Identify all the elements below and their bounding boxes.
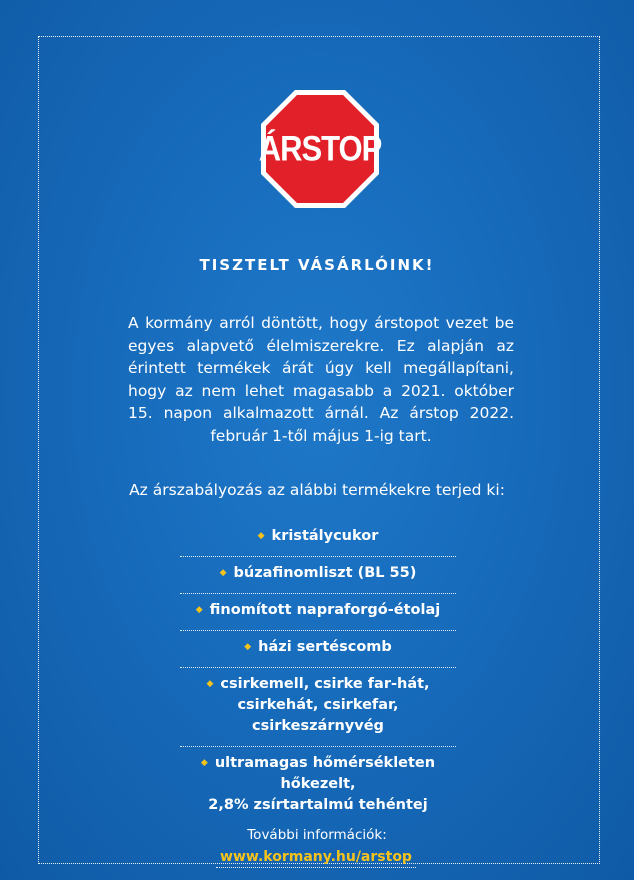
product-line [180,753,456,795]
more-info-link[interactable]: www.kormany.hu/arstop [216,849,416,868]
product-line [180,674,456,695]
product-item [180,557,456,594]
product-label: csirkemell, csirke far-hát, [220,676,430,692]
product-label: csirkehát, csirkefar, csirkeszárnyvég [237,697,399,734]
diamond-bullet-icon: ◆ [195,605,203,615]
product-item [180,631,456,668]
product-label: 2,8% zsírtartalmú tehéntej [208,797,428,813]
logo-text: ÁRSTOP [258,128,382,169]
product-line [180,695,456,737]
product-line [180,563,456,584]
product-label: házi sertéscomb [258,639,392,655]
diamond-bullet-icon: ◆ [219,568,227,578]
product-label: búzafinomliszt (BL 55) [233,565,417,581]
scope-text: Az árszabályozás az alábbi termékekre terjed ki: [129,481,505,499]
product-label: kristálycukor [271,528,379,544]
diamond-bullet-icon: ◆ [200,758,208,768]
diamond-bullet-icon: ◆ [257,531,265,541]
more-info-label: További információk: [247,827,387,843]
product-line [180,526,456,547]
product-line [180,795,456,816]
diamond-bullet-icon: ◆ [206,679,214,689]
product-item [180,520,456,557]
product-label: ultramagas hőmérsékleten hőkezelt, [214,755,436,792]
product-list [180,520,456,825]
product-item [180,747,456,825]
product-label: finomított napraforgó-étolaj [209,602,441,618]
product-line [180,637,456,658]
product-line [180,600,456,621]
arstop-logo [259,88,381,210]
page-title: TISZTELT VÁSÁRLÓINK! [199,256,435,274]
product-item [180,668,456,747]
diamond-bullet-icon: ◆ [244,642,252,652]
product-item [180,594,456,631]
intro-paragraph: A kormány arról döntött, hogy árstopot vezet be egyes alapvető élelmiszerekre. Ez alapján az érintett termékek árát úgy kell megállapítani, hogy az nem lehet magasabb a 2021. október 15. napon alkalmazott árnál. Az árstop 2022. február 1-től május 1-ig tart. [128,314,514,445]
